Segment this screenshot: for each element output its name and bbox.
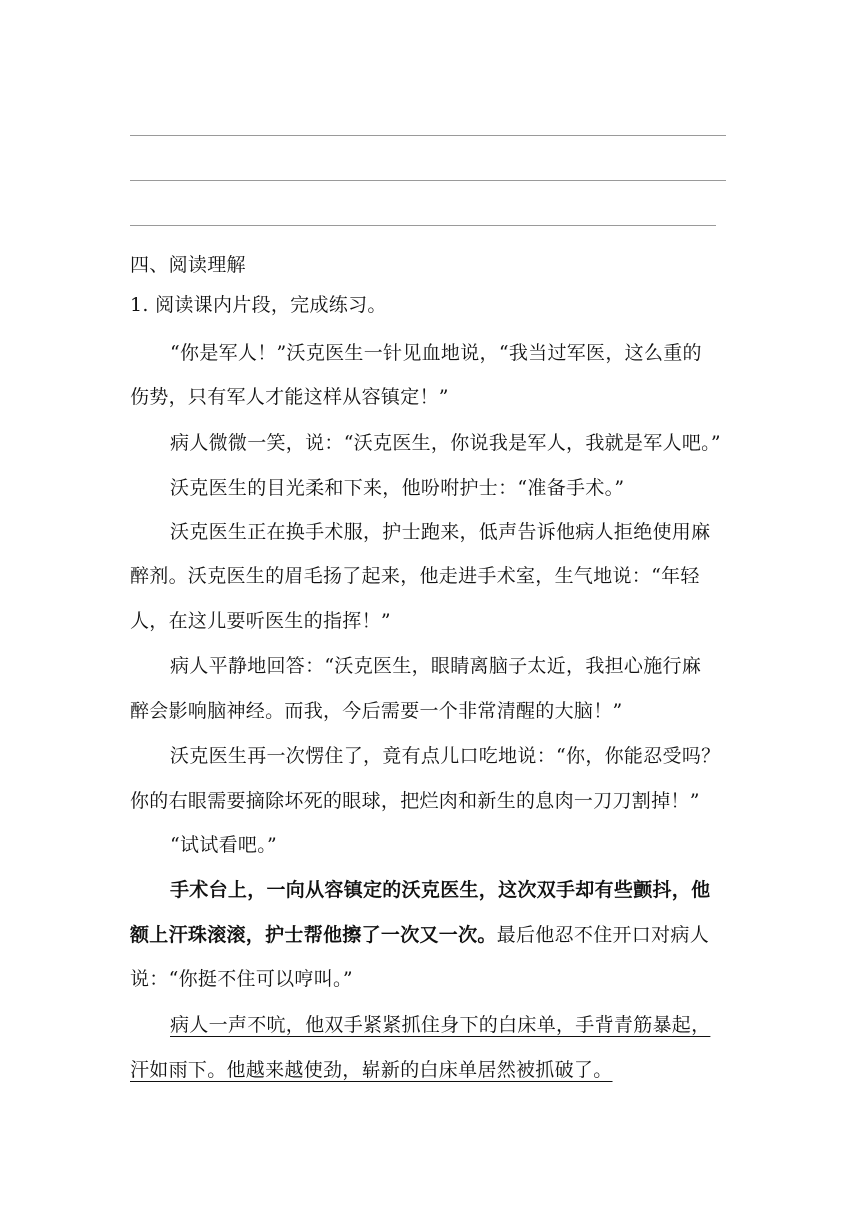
passage-line: 沃克医生再一次愣住了，竟有点儿口吃地说：“你，你能忍受吗？ xyxy=(170,745,721,767)
answer-line-2[interactable] xyxy=(130,180,726,181)
passage-line: “试试看吧。” xyxy=(170,834,278,856)
passage-line: 伤势，只有军人才能这样从容镇定！” xyxy=(130,386,449,408)
passage-line: 说：“你挺不住可以哼叫。” xyxy=(130,968,353,990)
underlined-passage-line: 病人一声不吭，他双手紧紧抓住身下的白床单，手背青筋暴起， xyxy=(170,1014,711,1036)
plain-segment: 最后他忍不住开口对病人 xyxy=(496,924,710,946)
passage-line: 沃克医生正在换手术服，护士跑来，低声告诉他病人拒绝使用麻 xyxy=(170,521,711,543)
passage-line: 病人平静地回答：“沃克医生，眼睛离脑子太近，我担心施行麻 xyxy=(170,655,702,677)
answer-line-1[interactable] xyxy=(130,135,726,136)
section-heading: 四、阅读理解 xyxy=(130,254,246,276)
question-prompt: 1. 阅读课内片段，完成练习。 xyxy=(130,294,387,316)
bold-segment: 额上汗珠滚滚，护士帮他擦了一次又一次。 xyxy=(130,924,497,946)
passage-line: 人，在这儿要听医生的指挥！” xyxy=(130,610,391,632)
passage-line-mixed xyxy=(130,920,740,950)
passage-line: 沃克医生的目光柔和下来，他吩咐护士：“准备手术。” xyxy=(170,477,625,499)
passage-line: 醉会影响脑神经。而我，今后需要一个非常清醒的大脑！” xyxy=(130,700,623,722)
passage-line-bold: 手术台上，一向从容镇定的沃克医生，这次双手却有些颤抖，他 xyxy=(170,879,711,901)
answer-line-3[interactable] xyxy=(130,225,716,226)
passage-line: 你的右眼需要摘除坏死的眼球，把烂肉和新生的息肉一刀刀割掉！” xyxy=(130,790,700,812)
passage-line: 醉剂。沃克医生的眉毛扬了起来，他走进手术室，生气地说：“年轻 xyxy=(130,565,700,587)
passage-line: 病人微微一笑，说：“沃克医生，你说我是军人，我就是军人吧。” xyxy=(170,432,721,454)
underlined-passage-line: 汗如雨下。他越来越使劲，崭新的白床单居然被抓破了。 xyxy=(130,1059,613,1081)
passage-line: “你是军人！”沃克医生一针见血地说，“我当过军医，这么重的 xyxy=(170,342,702,364)
